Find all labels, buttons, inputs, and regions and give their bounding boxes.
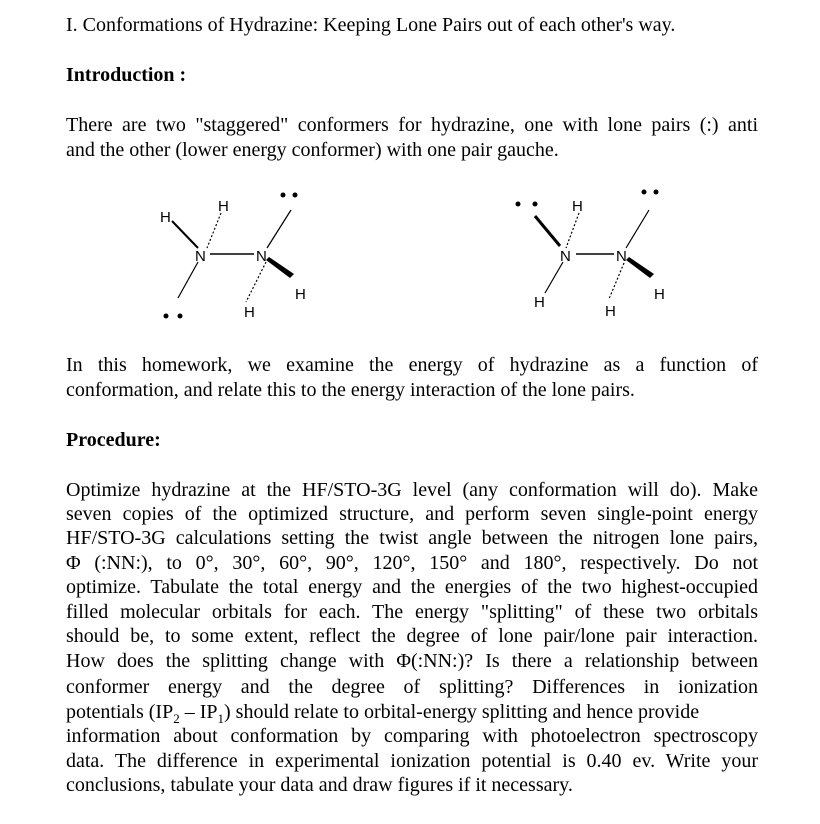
procedure-line: information about conformation by comparing with photoelectron spectroscopy <box>66 725 758 747</box>
atom-n: N <box>256 248 267 265</box>
intro-line: and the other (lower energy conformer) with one pair gauche. <box>66 139 559 161</box>
conformer-gauche <box>160 193 306 322</box>
atom-h: H <box>295 286 306 303</box>
homework-line: In this homework, we examine the energy of hydrazine as a function of <box>66 354 758 376</box>
atom-h: H <box>654 286 665 303</box>
atom-h: H <box>218 198 229 215</box>
atom-n: N <box>195 248 206 265</box>
procedure-line-ip: potentials $(IP_2 - IP_1)$ should relate to orbital-energy splitting and hence provide <box>66 701 700 726</box>
atom-h: H <box>160 209 171 226</box>
procedure-line: How does the splitting change with Φ(:NN:)? Is there a relationship between <box>66 650 758 672</box>
procedure-line: should be, to some extent, reflect the degree of lone pair/lone pair interaction. <box>66 625 758 647</box>
atom-h: H <box>572 198 583 215</box>
conformer-anti <box>516 190 665 321</box>
procedure-line: data. The difference in experimental ionization potential is 0.40 ev. Write your <box>66 750 758 772</box>
atom-h: H <box>534 294 545 311</box>
lone-pair-dots <box>642 190 659 195</box>
procedure-line: Optimize hydrazine at the HF/STO-3G level (any conformation will do). Make <box>66 479 758 501</box>
introduction-heading: Introduction : <box>66 64 187 86</box>
procedure-line: HF/STO-3G calculations setting the twist angle between the nitrogen lone pairs, <box>66 527 758 549</box>
hydrazine-conformers-figure <box>150 186 710 326</box>
procedure-line: conformer energy and the degree of splitting? Differences in ionization <box>66 676 758 698</box>
procedure-line: Φ (:NN:), to 0°, 30°, 60°, 90°, 120°, 150° and 180°, respectively. Do not <box>66 552 758 574</box>
procedure-line: filled molecular orbitals for each. The energy "splitting" of these two orbitals <box>66 601 758 623</box>
lone-pair-dots <box>516 202 538 207</box>
atom-n: N <box>560 248 571 265</box>
procedure-line: seven copies of the optimized structure, and perform seven single-point energy <box>66 503 758 525</box>
homework-line: conformation, and relate this to the energy interaction of the lone pairs. <box>66 379 635 401</box>
procedure-heading: Procedure: <box>66 429 161 451</box>
atom-n: N <box>616 248 627 265</box>
atom-h: H <box>605 303 616 320</box>
procedure-line: conclusions, tabulate your data and draw figures if it necessary. <box>66 774 573 796</box>
page-title: I. Conformations of Hydrazine: Keeping Lone Pairs out of each other's way. <box>66 14 676 36</box>
atom-h: H <box>244 304 255 321</box>
intro-line: There are two "staggered" conformers for hydrazine, one with lone pairs (:) anti <box>66 114 758 136</box>
lone-pair-dots <box>281 193 298 198</box>
lone-pair-dots <box>164 314 183 319</box>
procedure-line: optimize. Tabulate the total energy and the energies of the two highest-occupied <box>66 576 758 598</box>
